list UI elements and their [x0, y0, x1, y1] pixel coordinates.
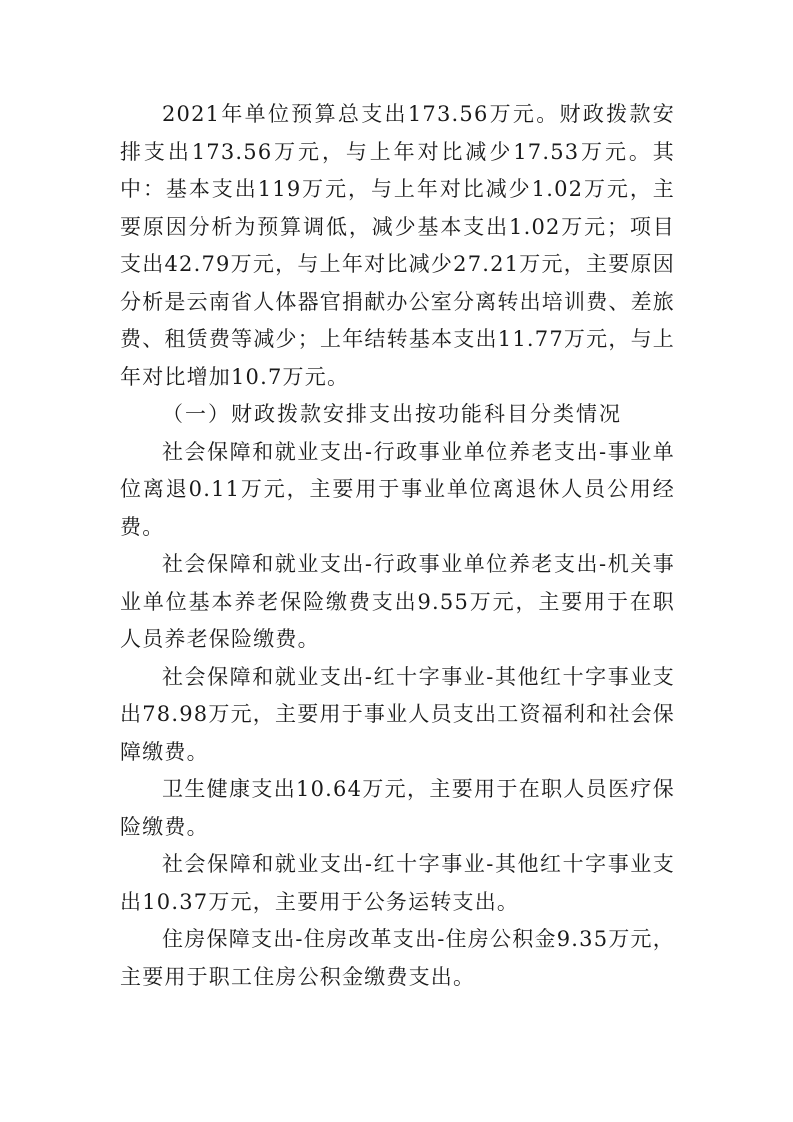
paragraph-health-expense: 卫生健康支出10.64万元，主要用于在职人员医疗保险缴费。: [120, 777, 675, 839]
section-heading: （一）财政拨款安排支出按功能科目分类情况: [162, 402, 622, 426]
paragraph-retiree-expense: 社会保障和就业支出-行政事业单位养老支出-事业单位离退0.11万元，主要用于事业单位离退休人员公用经费。: [120, 439, 675, 539]
paragraph-red-cross-salary: 社会保障和就业支出-红十字事业-其他红十字事业支出78.98万元，主要用于事业人员支出工资福利和社会保障缴费。: [120, 664, 675, 764]
paragraph-housing-fund: 住房保障支出-住房改革支出-住房公积金9.35万元，主要用于职工住房公积金缴费支出。: [120, 927, 675, 989]
document-body: [120, 96, 675, 996]
paragraph-red-cross-operation: 社会保障和就业支出-红十字事业-其他红十字事业支出10.37万元，主要用于公务运转支出。: [120, 852, 675, 914]
paragraph-pension-insurance: 社会保障和就业支出-行政事业单位养老支出-机关事业单位基本养老保险缴费支出9.55万元，主要用于在职人员养老保险缴费。: [120, 552, 675, 651]
paragraph-budget-summary: 2021年单位预算总支出173.56万元。财政拨款安排支出173.56万元，与上年对比减少17.53万元。其中：基本支出119万元，与上年对比减少1.02万元，主要原因分析为预算调低，减少基本支出1.02万元；项目支出42.79万元，与上年对比减少27.21万元，主要原因分析是云南省人体器官捐献办公室分离转出培训费、差旅费、租赁费等减少；上年结转基本支出11.77万元，与上年对比增加10.7万元。: [120, 102, 675, 389]
